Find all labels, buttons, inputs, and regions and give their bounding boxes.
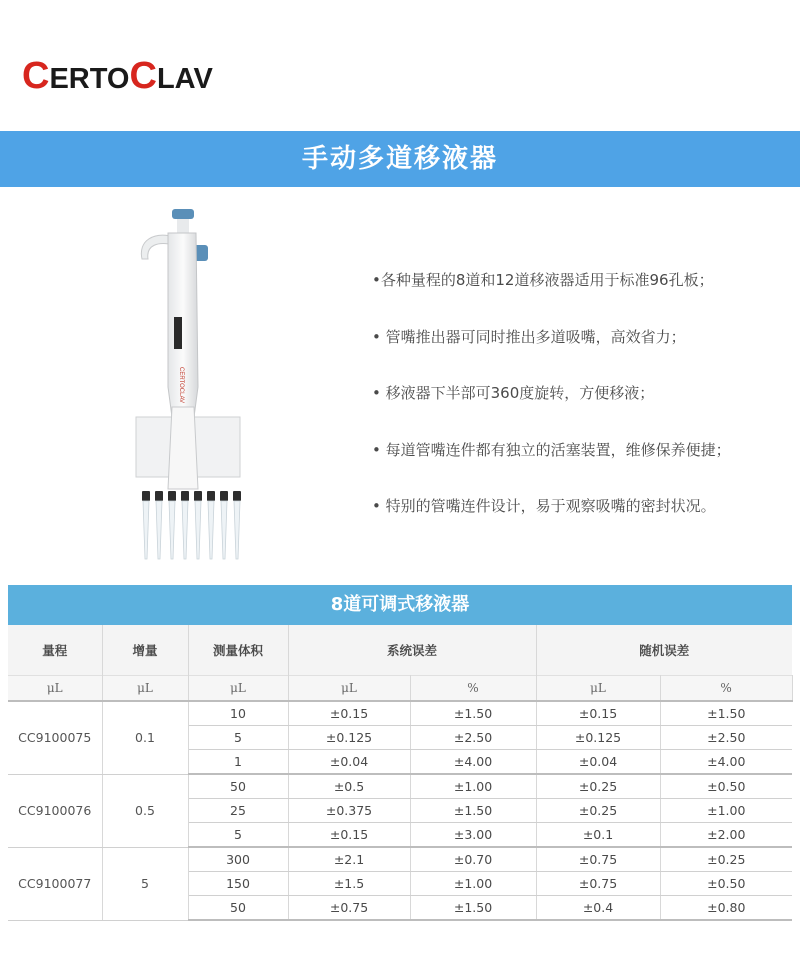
sys-pct-cell: ±0.70 — [410, 847, 536, 872]
logo-letter: C — [22, 55, 50, 97]
multichannel-pipette-image — [128, 207, 248, 565]
rand-pct-cell: ±0.80 — [660, 896, 792, 921]
volume-cell: 25 — [188, 799, 288, 823]
unit-cell: μL — [288, 676, 410, 702]
sys-ul-cell: ±1.5 — [288, 872, 410, 896]
volume-cell: 5 — [188, 823, 288, 848]
volume-cell: 150 — [188, 872, 288, 896]
rand-pct-cell: ±0.25 — [660, 847, 792, 872]
sys-pct-cell: ±1.50 — [410, 799, 536, 823]
unit-cell: μL — [8, 676, 102, 702]
volume-cell: 300 — [188, 847, 288, 872]
model-cell: CC9100075 — [8, 701, 102, 774]
unit-cell: μL — [188, 676, 288, 702]
table-row — [8, 701, 792, 726]
rand-ul-cell: ±0.4 — [536, 896, 660, 921]
sys-ul-cell: ±0.04 — [288, 750, 410, 775]
increment-cell: 0.5 — [102, 774, 188, 847]
sys-ul-cell: ±0.375 — [288, 799, 410, 823]
volume-cell: 5 — [188, 726, 288, 750]
logo-letter: C — [129, 55, 157, 97]
volume-cell: 50 — [188, 896, 288, 921]
unit-cell: % — [410, 676, 536, 702]
header-system-error: 系统误差 — [288, 625, 536, 676]
sys-pct-cell: ±1.00 — [410, 872, 536, 896]
table-row — [8, 774, 792, 799]
sys-ul-cell: ±0.15 — [288, 701, 410, 726]
rand-ul-cell: ±0.15 — [536, 701, 660, 726]
volume-cell: 10 — [188, 701, 288, 726]
logo-text: LAV — [156, 63, 213, 95]
sys-ul-cell: ±0.15 — [288, 823, 410, 848]
feature-item: • 移液器下半部可360度旋转，方便移液； — [372, 384, 655, 402]
sys-ul-cell: ±0.75 — [288, 896, 410, 921]
model-cell: CC9100077 — [8, 847, 102, 920]
sys-ul-cell: ±2.1 — [288, 847, 410, 872]
sys-pct-cell: ±1.00 — [410, 774, 536, 799]
feature-item: • 每道管嘴连件都有独立的活塞装置，维修保养便捷； — [372, 440, 731, 459]
spec-table — [8, 625, 793, 921]
sys-pct-cell: ±3.00 — [410, 823, 536, 848]
sys-pct-cell: ±4.00 — [410, 750, 536, 775]
header-increment: 增量 — [102, 625, 188, 676]
header-volume: 测量体积 — [188, 625, 288, 676]
rand-ul-cell: ±0.25 — [536, 774, 660, 799]
header-random-error: 随机误差 — [536, 625, 792, 676]
rand-pct-cell: ±1.00 — [660, 799, 792, 823]
sys-pct-cell: ±1.50 — [410, 701, 536, 726]
model-cell: CC9100076 — [8, 774, 102, 847]
spec-table-section — [8, 585, 792, 921]
rand-pct-cell: ±0.50 — [660, 872, 792, 896]
sys-pct-cell: ±2.50 — [410, 726, 536, 750]
rand-ul-cell: ±0.25 — [536, 799, 660, 823]
increment-cell: 5 — [102, 847, 188, 920]
rand-ul-cell: ±0.75 — [536, 872, 660, 896]
unit-cell: μL — [536, 676, 660, 702]
feature-item: • 特别的管嘴连件设计，易于观察吸嘴的密封状况。 — [372, 497, 716, 515]
rand-pct-cell: ±2.00 — [660, 823, 792, 848]
increment-cell: 0.1 — [102, 701, 188, 774]
volume-cell: 50 — [188, 774, 288, 799]
header-range: 量程 — [8, 625, 102, 676]
rand-ul-cell: ±0.04 — [536, 750, 660, 775]
rand-pct-cell: ±0.50 — [660, 774, 792, 799]
feature-list — [372, 270, 731, 553]
unit-cell: % — [660, 676, 792, 702]
logo-text: ERTO — [49, 63, 130, 95]
volume-cell: 1 — [188, 750, 288, 775]
spec-table-title: 8道可调式移液器 — [8, 585, 792, 625]
rand-pct-cell: ±4.00 — [660, 750, 792, 775]
svg-text:CERTOCLAV: CERTOCLAV — [178, 367, 184, 404]
sys-ul-cell: ±0.5 — [288, 774, 410, 799]
rand-pct-cell: ±2.50 — [660, 726, 792, 750]
rand-ul-cell: ±0.75 — [536, 847, 660, 872]
unit-cell: μL — [102, 676, 188, 702]
rand-pct-cell: ±1.50 — [660, 701, 792, 726]
feature-item: •各种量程的8道和12道移液器适用于标准96孔板； — [372, 271, 714, 289]
page-title-banner: 手动多道移液器 — [0, 131, 800, 187]
feature-item: • 管嘴推出器可同时推出多道吸嘴，高效省力； — [372, 327, 686, 346]
table-row — [8, 847, 792, 872]
sys-ul-cell: ±0.125 — [288, 726, 410, 750]
rand-ul-cell: ±0.125 — [536, 726, 660, 750]
sys-pct-cell: ±1.50 — [410, 896, 536, 921]
brand-logo — [22, 56, 213, 96]
rand-ul-cell: ±0.1 — [536, 823, 660, 848]
